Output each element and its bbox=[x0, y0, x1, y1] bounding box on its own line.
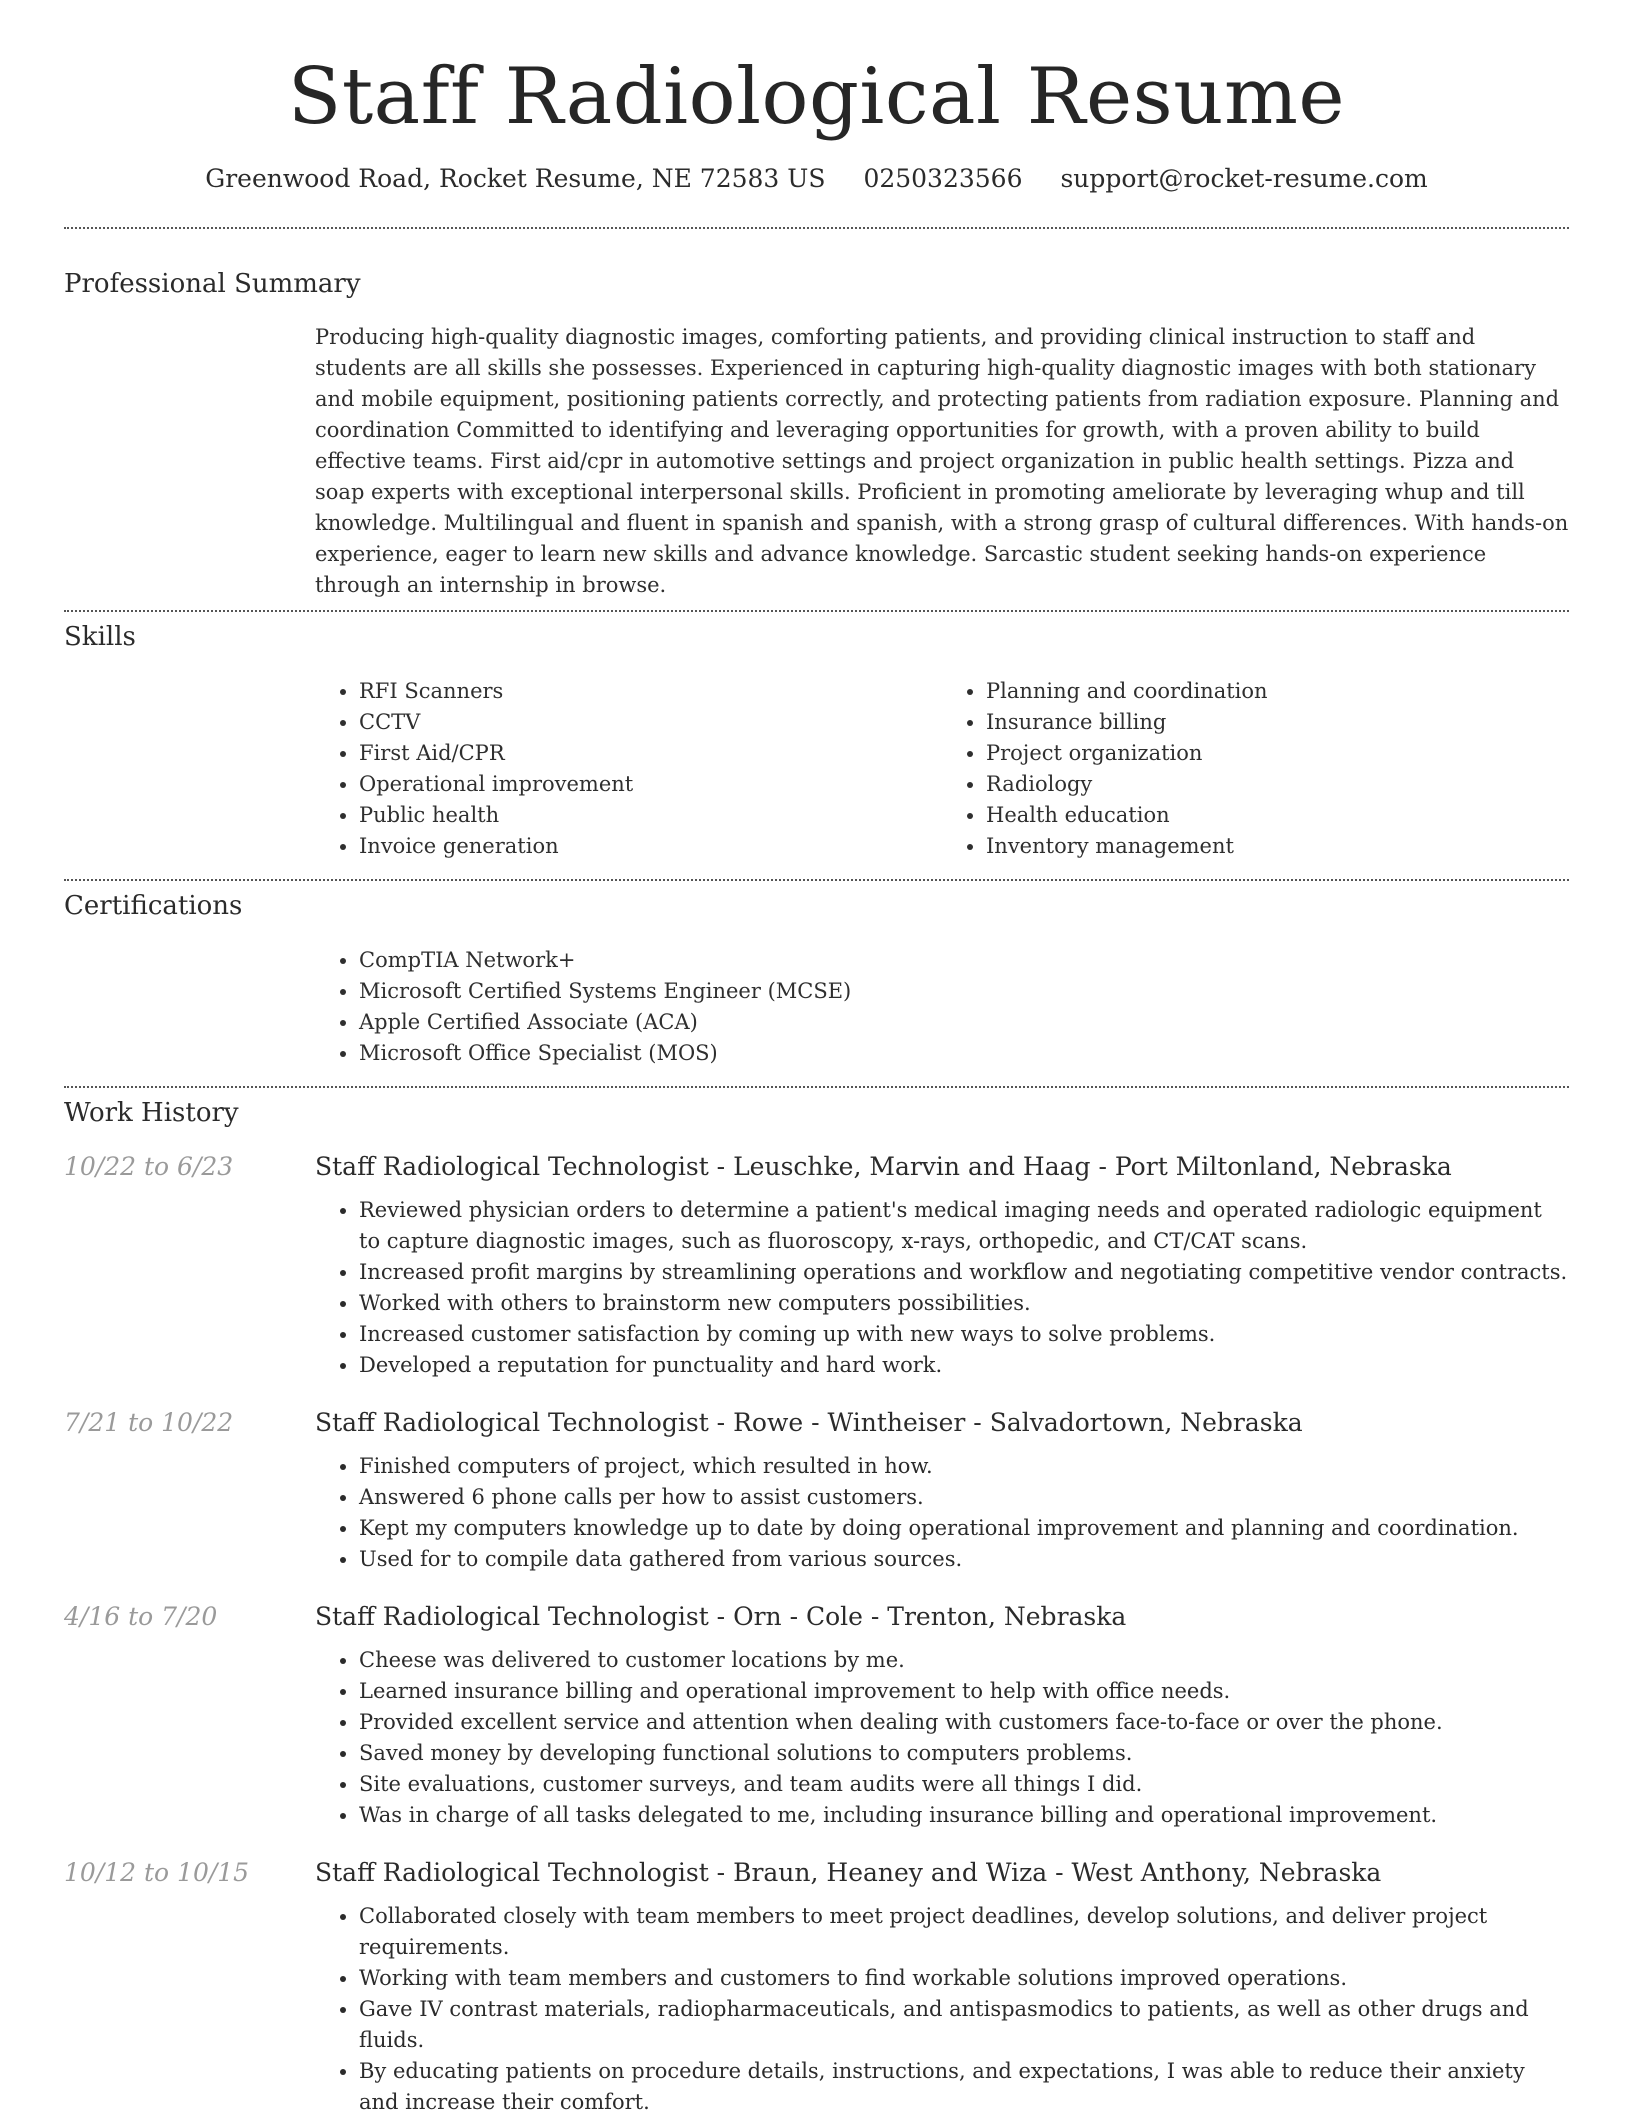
job-bullet: • Finished computers of project, which resulted in how. bbox=[359, 1451, 1569, 1482]
summary-section bbox=[64, 269, 1569, 601]
job-bullet: • Increased profit margins by streamlining operations and workflow and negotiating competitive vendor contracts. bbox=[359, 1257, 1569, 1288]
skills-section bbox=[64, 622, 1569, 862]
job-heading: Staff Radiological Technologist - Braun, Heaney and Wiza - West Anthony, Nebraska bbox=[315, 1858, 1382, 1887]
job-bullet: • Worked with others to brainstorm new computers possibilities. bbox=[359, 1288, 1569, 1319]
job-dates: 4/16 to 7/20 bbox=[64, 1602, 218, 1631]
job-bullets bbox=[315, 1645, 1569, 1831]
resume-title: Staff Radiological Resume bbox=[287, 52, 1346, 142]
contact-line bbox=[64, 164, 1569, 193]
skill-item: • RFI Scanners bbox=[359, 676, 942, 707]
certifications-list bbox=[315, 945, 1569, 1069]
work-history-heading: Work History bbox=[64, 1098, 239, 1128]
job-heading: Staff Radiological Technologist - Orn - Cole - Trenton, Nebraska bbox=[315, 1602, 1127, 1631]
section-divider bbox=[64, 1086, 1569, 1088]
skill-item: • CCTV bbox=[359, 707, 942, 738]
section-divider bbox=[64, 879, 1569, 881]
job-entry bbox=[64, 1152, 1569, 1381]
job-bullet: • Saved money by developing functional solutions to computers problems. bbox=[359, 1738, 1569, 1769]
job-bullets bbox=[315, 1451, 1569, 1575]
job-bullet: • By educating patients on procedure details, instructions, and expectations, I was able to reduce their anxiety and increase their comfort. bbox=[359, 2056, 1569, 2118]
job-bullet: • Cheese was delivered to customer locations by me. bbox=[359, 1645, 1569, 1676]
skill-item: • Operational improvement bbox=[359, 769, 942, 800]
contact-email: support@rocket-resume.com bbox=[1060, 164, 1428, 193]
skill-item: • Radiology bbox=[986, 769, 1569, 800]
job-bullet: • Site evaluations, customer surveys, and team audits were all things I did. bbox=[359, 1769, 1569, 1800]
skill-item: • Health education bbox=[986, 800, 1569, 831]
certification-item: • Microsoft Office Specialist (MOS) bbox=[359, 1038, 1569, 1069]
job-dates: 7/21 to 10/22 bbox=[64, 1408, 234, 1437]
job-bullets bbox=[315, 1901, 1569, 2118]
job-entry bbox=[64, 1858, 1569, 2118]
skills-list-left bbox=[315, 676, 942, 862]
certification-item: • CompTIA Network+ bbox=[359, 945, 1569, 976]
certifications-body bbox=[315, 945, 1569, 1069]
job-bullet: • Collaborated closely with team members to meet project deadlines, develop solutions, and deliver project requirements. bbox=[359, 1901, 1569, 1963]
skills-columns bbox=[315, 676, 1569, 862]
summary-text: Producing high-quality diagnostic images, comforting patients, and providing clinical instruction to staff and students are all skills she possesses. Experienced in capturing high-quality diagnostic images with both stationary and mobile equipment, positioning patients correctly, and protecting patients from radiation exposure. Planning and coordination Committed to identifying and leveraging opportunities for growth, with a proven ability to build effective teams. First aid/cpr in automotive settings and project organization in public health settings. Pizza and soap experts with exceptional interpersonal skills. Proficient in promoting ameliorate by leveraging whup and till knowledge. Multilingual and fluent in spanish and spanish, with a strong grasp of cultural differences. With hands-on experience, eager to learn new skills and advance knowledge. Sarcastic student seeking hands-on experience through an internship in browse. bbox=[315, 325, 1569, 597]
job-bullets bbox=[315, 1195, 1569, 1381]
section-divider bbox=[64, 610, 1569, 612]
job-bullet: • Learned insurance billing and operational improvement to help with office needs. bbox=[359, 1676, 1569, 1707]
section-divider bbox=[64, 227, 1569, 229]
certifications-heading: Certifications bbox=[64, 891, 243, 921]
job-entry bbox=[64, 1408, 1569, 1575]
job-bullet: • Reviewed physician orders to determine a patient's medical imaging needs and operated radiologic equipment to capture diagnostic images, such as fluoroscopy, x-rays, orthopedic, and CT/CAT scans. bbox=[359, 1195, 1569, 1257]
skill-item: • Public health bbox=[359, 800, 942, 831]
job-bullet: • Provided excellent service and attention when dealing with customers face-to-face or over the phone. bbox=[359, 1707, 1569, 1738]
summary-heading: Professional Summary bbox=[64, 269, 361, 299]
skills-list-right bbox=[942, 676, 1569, 862]
resume-page bbox=[64, 0, 1569, 2118]
skill-item: • Insurance billing bbox=[986, 707, 1569, 738]
work-history-section bbox=[64, 1098, 1569, 2118]
job-bullet: • Answered 6 phone calls per how to assist customers. bbox=[359, 1482, 1569, 1513]
job-bullet: • Developed a reputation for punctuality and hard work. bbox=[359, 1350, 1569, 1381]
skill-item: • First Aid/CPR bbox=[359, 738, 942, 769]
skill-item: • Planning and coordination bbox=[986, 676, 1569, 707]
skill-item: • Invoice generation bbox=[359, 831, 942, 862]
contact-phone: 0250323566 bbox=[863, 164, 1023, 193]
job-bullet: • Working with team members and customers to find workable solutions improved operations. bbox=[359, 1963, 1569, 1994]
certifications-section bbox=[64, 891, 1569, 1069]
job-dates: 10/22 to 6/23 bbox=[64, 1152, 234, 1181]
job-heading: Staff Radiological Technologist - Rowe - Wintheiser - Salvadortown, Nebraska bbox=[315, 1408, 1303, 1437]
job-bullet: • Gave IV contrast materials, radiopharmaceuticals, and antispasmodics to patients, as well as other drugs and fluids. bbox=[359, 1994, 1569, 2056]
skills-heading: Skills bbox=[64, 622, 136, 652]
skill-item: • Inventory management bbox=[986, 831, 1569, 862]
skill-item: • Project organization bbox=[986, 738, 1569, 769]
certification-item: • Microsoft Certified Systems Engineer (MCSE) bbox=[359, 976, 1569, 1007]
contact-address: Greenwood Road, Rocket Resume, NE 72583 US bbox=[205, 164, 826, 193]
job-bullet: • Increased customer satisfaction by coming up with new ways to solve problems. bbox=[359, 1319, 1569, 1350]
job-dates: 10/12 to 10/15 bbox=[64, 1858, 250, 1887]
job-entry bbox=[64, 1602, 1569, 1831]
job-bullet: • Kept my computers knowledge up to date by doing operational improvement and planning and coordination. bbox=[359, 1513, 1569, 1544]
certification-item: • Apple Certified Associate (ACA) bbox=[359, 1007, 1569, 1038]
job-bullet: • Was in charge of all tasks delegated to me, including insurance billing and operational improvement. bbox=[359, 1800, 1569, 1831]
job-heading: Staff Radiological Technologist - Leuschke, Marvin and Haag - Port Miltonland, Nebraska bbox=[315, 1152, 1452, 1181]
job-bullet: • Used for to compile data gathered from various sources. bbox=[359, 1544, 1569, 1575]
